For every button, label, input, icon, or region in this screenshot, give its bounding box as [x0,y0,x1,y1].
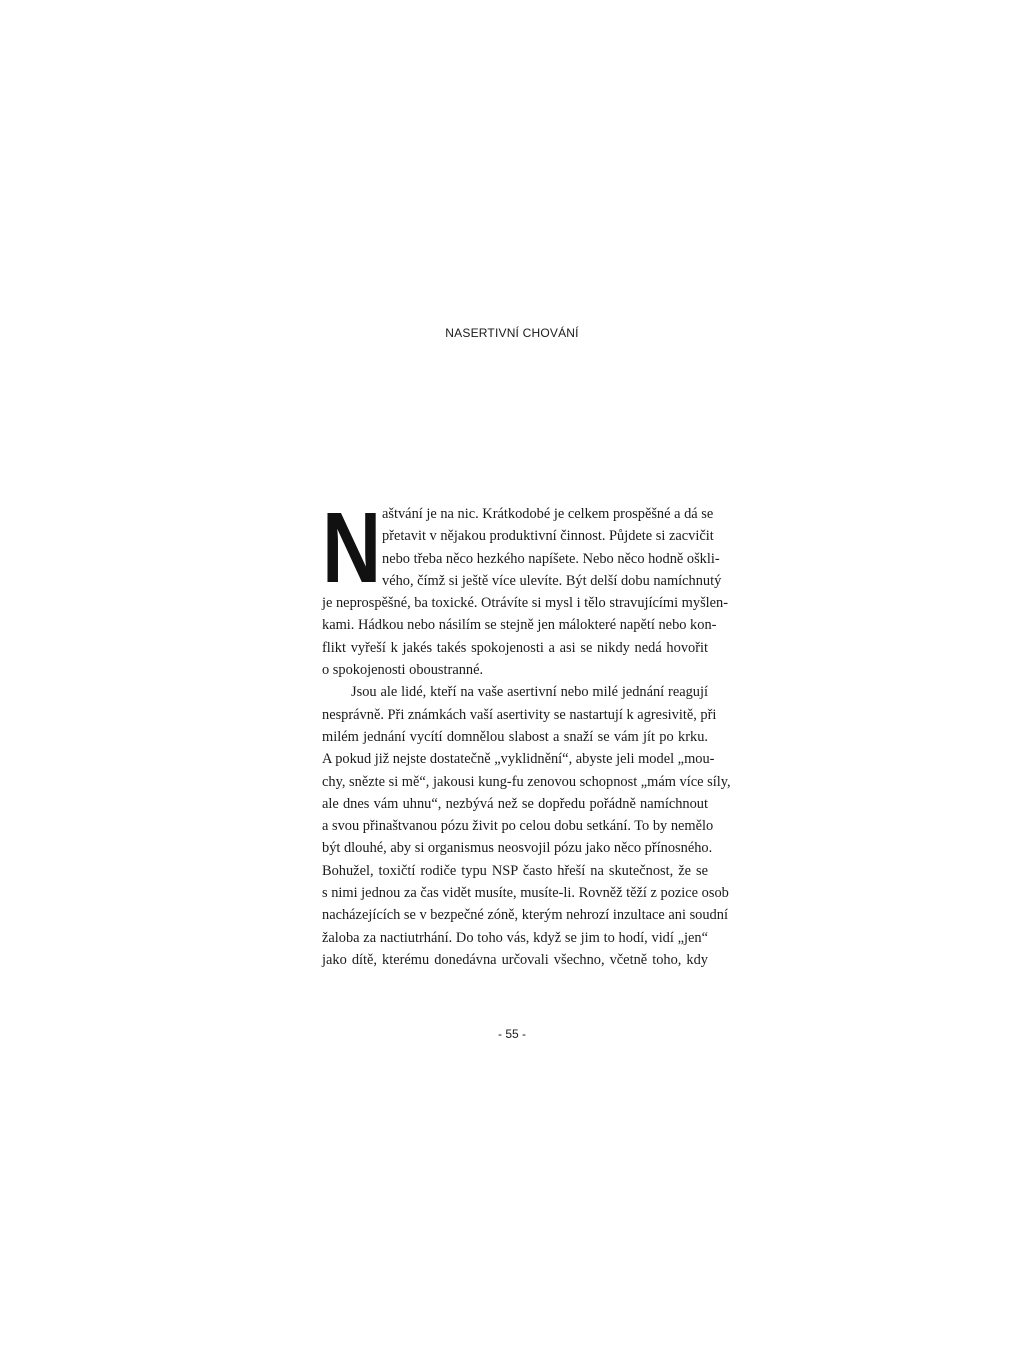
text-line: milém jednání vycítí domnělou slabost a snaží se vám jít po krku. [322,728,708,745]
text-line: kami. Hádkou nebo násilím se stejně jen málokteré napětí nebo kon- [322,617,717,634]
text-line: žaloba za nactiutrhání. Do toho vás, když se jim to hodí, vidí „jen“ [322,929,708,946]
text-line: vého, čímž si ještě více ulevíte. Být delší dobu namíchnutý [382,572,722,589]
body-text [322,492,731,971]
text-line: ale dnes vám uhnu“, nezbývá než se dopředu pořádně namíchnout [322,795,708,812]
text-line: Jsou ale lidé, kteří na vaše asertivní nebo milé jednání reagují [351,684,708,701]
text-line: A pokud již nejste dostatečně „vyklidnění“, abyste jeli model „mou- [322,751,715,768]
page-number: - 55 - [497,1027,526,1041]
text-line: o spokojenosti oboustranné. [322,662,484,679]
text-line: nacházejících se v bezpečné zóně, kterým nehrozí inzultace ani soudní [322,907,728,924]
text-line: nebo třeba něco hezkého napíšete. Nebo něco hodně oškli- [382,550,720,567]
text-line: nesprávně. Při známkách vaší asertivity se nastartují k agresivitě, při [322,706,717,723]
running-head: NASERTIVNÍ CHOVÁNÍ [445,326,579,340]
text-line: s nimi jednou za čas vidět musíte, musíte-li. Rovněž těží z pozice osob [322,885,729,902]
text-line: přetavit v nějakou produktivní činnost. Půjdete si zacvičit [382,528,714,545]
text-line: Bohužel, toxičtí rodiče typu NSP často hřeší na skutečnost, že se [322,862,708,879]
text-line: je neprospěšné, ba toxické. Otrávíte si mysl i tělo stravujícími myšlen- [322,595,729,612]
text-line: být dlouhé, aby si organismus neosvojil pózu jako něco přínosného. [322,840,713,857]
paragraph-2 [322,681,731,971]
text-line: flikt vyřeší k jakés takés spokojenosti a asi se nikdy nedá hovořit [322,639,708,656]
text-line: a svou přinaštvanou pózu živit po celou dobu setkání. To by nemělo [322,818,714,835]
text-line: jako dítě, kterému donedávna určovali všechno, včetně toho, kdy [322,951,708,968]
text-line: chy, snězte si mě“, jakousi kung-fu zenovou schopnost „mám více síly, [322,773,731,790]
drop-cap: N [322,492,382,604]
text-line: aštvání je na nic. Krátkodobé je celkem prospěšné a dá se [382,506,714,522]
